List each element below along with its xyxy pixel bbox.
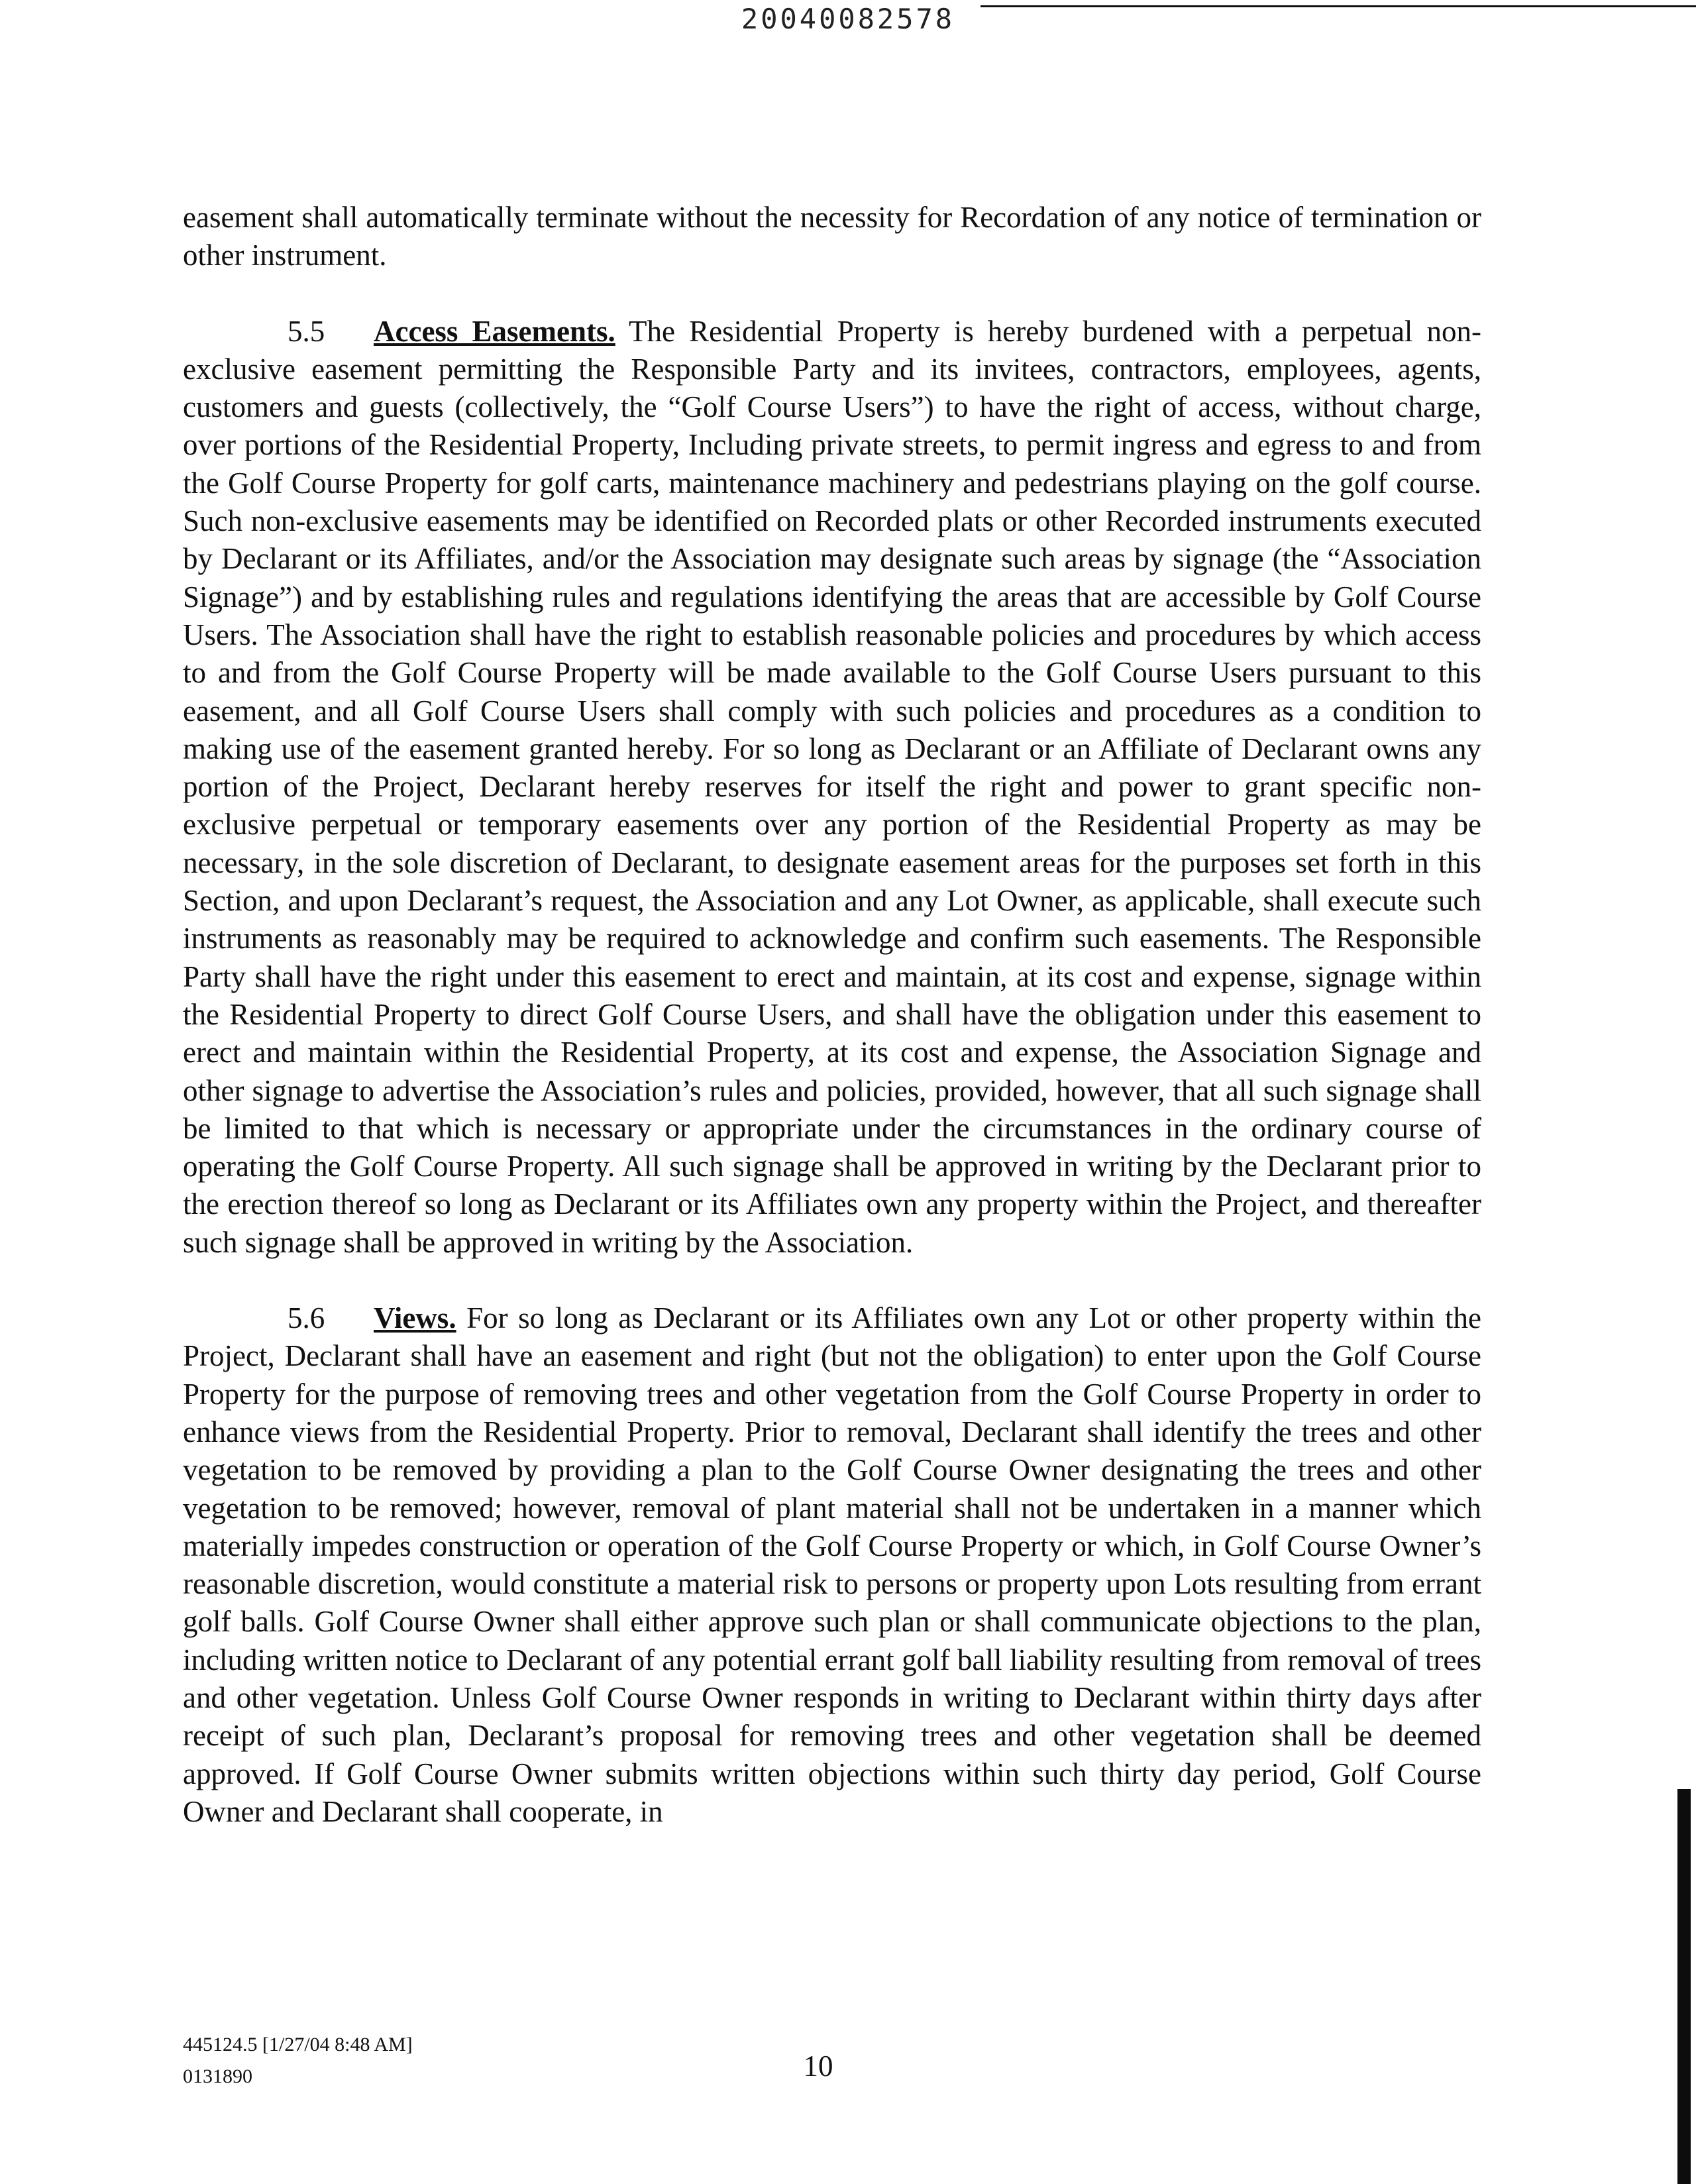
section-5-5 (183, 313, 1481, 1262)
footer-doc-id: 445124.5 [1/27/04 8:48 AM] (183, 2034, 413, 2055)
section-5-5-title: Access Easements. (374, 314, 615, 348)
section-5-6-title: Views. (374, 1301, 456, 1335)
section-5-5-text: The Residential Property is hereby burdened with a perpetual non-exclusive easement permitting the Responsible Party and its invitees, contractors, employees, agents, customers and guests (collectively, the “Golf Course Users”) to have the right of access, without charge, over portions of the Residential Property, Including private streets, to permit ingress and egress to and from the Golf Course Property for golf carts, maintenance machinery and pedestrians playing on the golf course. Such non-exclusive easements may be identified on Recorded plats or other Recorded instruments executed by Declarant or its Affiliates, and/or the Association may designate such areas by signage (the “Association Signage”) and by establishing rules and regulations identifying the areas that are accessible by Golf Course Users. The Association shall have the right to establish reasonable policies and procedures by which access to and from the Golf Course Property will be made available to the Golf Course Users pursuant to this easement, and all Golf Course Users shall comply with such policies and procedures as a condition to making use of the easement granted hereby. For so long as Declarant or an Affiliate of Declarant owns any portion of the Project, Declarant hereby reserves for itself the right and power to grant specific non-exclusive perpetual or temporary easements over any portion of the Residential Property as may be necessary, in the sole discretion of Declarant, to designate easement areas for the purposes set forth in this Section, and upon Declarant’s request, the Association and any Lot Owner, as applicable, shall execute such instruments as reasonably may be required to acknowledge and confirm such easements. The Responsible Party shall have the right under this easement to erect and maintain, at its cost and expense, signage within the Residential Property to direct Golf Course Users, and shall have the obligation under this easement to erect and maintain within the Residential Property, at its cost and expense, the Association Signage and other signage to advertise the Association’s rules and policies, provided, however, that all such signage shall be limited to that which is necessary or appropriate under the circumstances in the ordinary course of operating the Golf Course Property. All such signage shall be approved in writing by the Declarant prior to the erection thereof so long as Declarant or its Affiliates own any property within the Project, and thereafter such signage shall be approved in writing by the Association. (183, 314, 1481, 1259)
section-5-6-number: 5.6 (288, 1301, 325, 1335)
scan-edge-bar (1677, 1789, 1691, 2184)
top-scan-rule (980, 5, 1696, 7)
paragraph-intro: easement shall automatically terminate without the necessity for Recordation of any notice of termination or other instrument. (183, 201, 1481, 272)
section-5-6-text: For so long as Declarant or its Affiliates own any Lot or other property within the Project, Declarant shall have an easement and right (but not the obligation) to enter upon the Golf Course Property for the purpose of removing trees and other vegetation from the Golf Course Property in order to enhance views from the Residential Property. Prior to removal, Declarant shall identify the trees and other vegetation to be removed by providing a plan to the Golf Course Owner designating the trees and other vegetation to be removed; however, removal of plant material shall not be undertaken in a manner which materially impedes construction or operation of the Golf Course Property or which, in Golf Course Owner’s reasonable discretion, would constitute a material risk to persons or property upon Lots resulting from errant golf balls. Golf Course Owner shall either approve such plan or shall communicate objections to the plan, including written notice to Declarant of any potential errant golf ball liability resulting from removal of trees and other vegetation. Unless Golf Course Owner responds in writing to Declarant within thirty days after receipt of such plan, Declarant’s proposal for removing trees and other vegetation shall be deemed approved. If Golf Course Owner submits written objections within such thirty day period, Golf Course Owner and Declarant shall cooperate, in (183, 1301, 1482, 1828)
section-5-6 (183, 1299, 1481, 1831)
document-body (183, 199, 1481, 1869)
footer-client-matter: 0131890 (183, 2065, 252, 2087)
section-5-5-number: 5.5 (288, 314, 325, 348)
document-number: 20040082578 (741, 3, 955, 35)
page-number: 10 (803, 2049, 833, 2083)
